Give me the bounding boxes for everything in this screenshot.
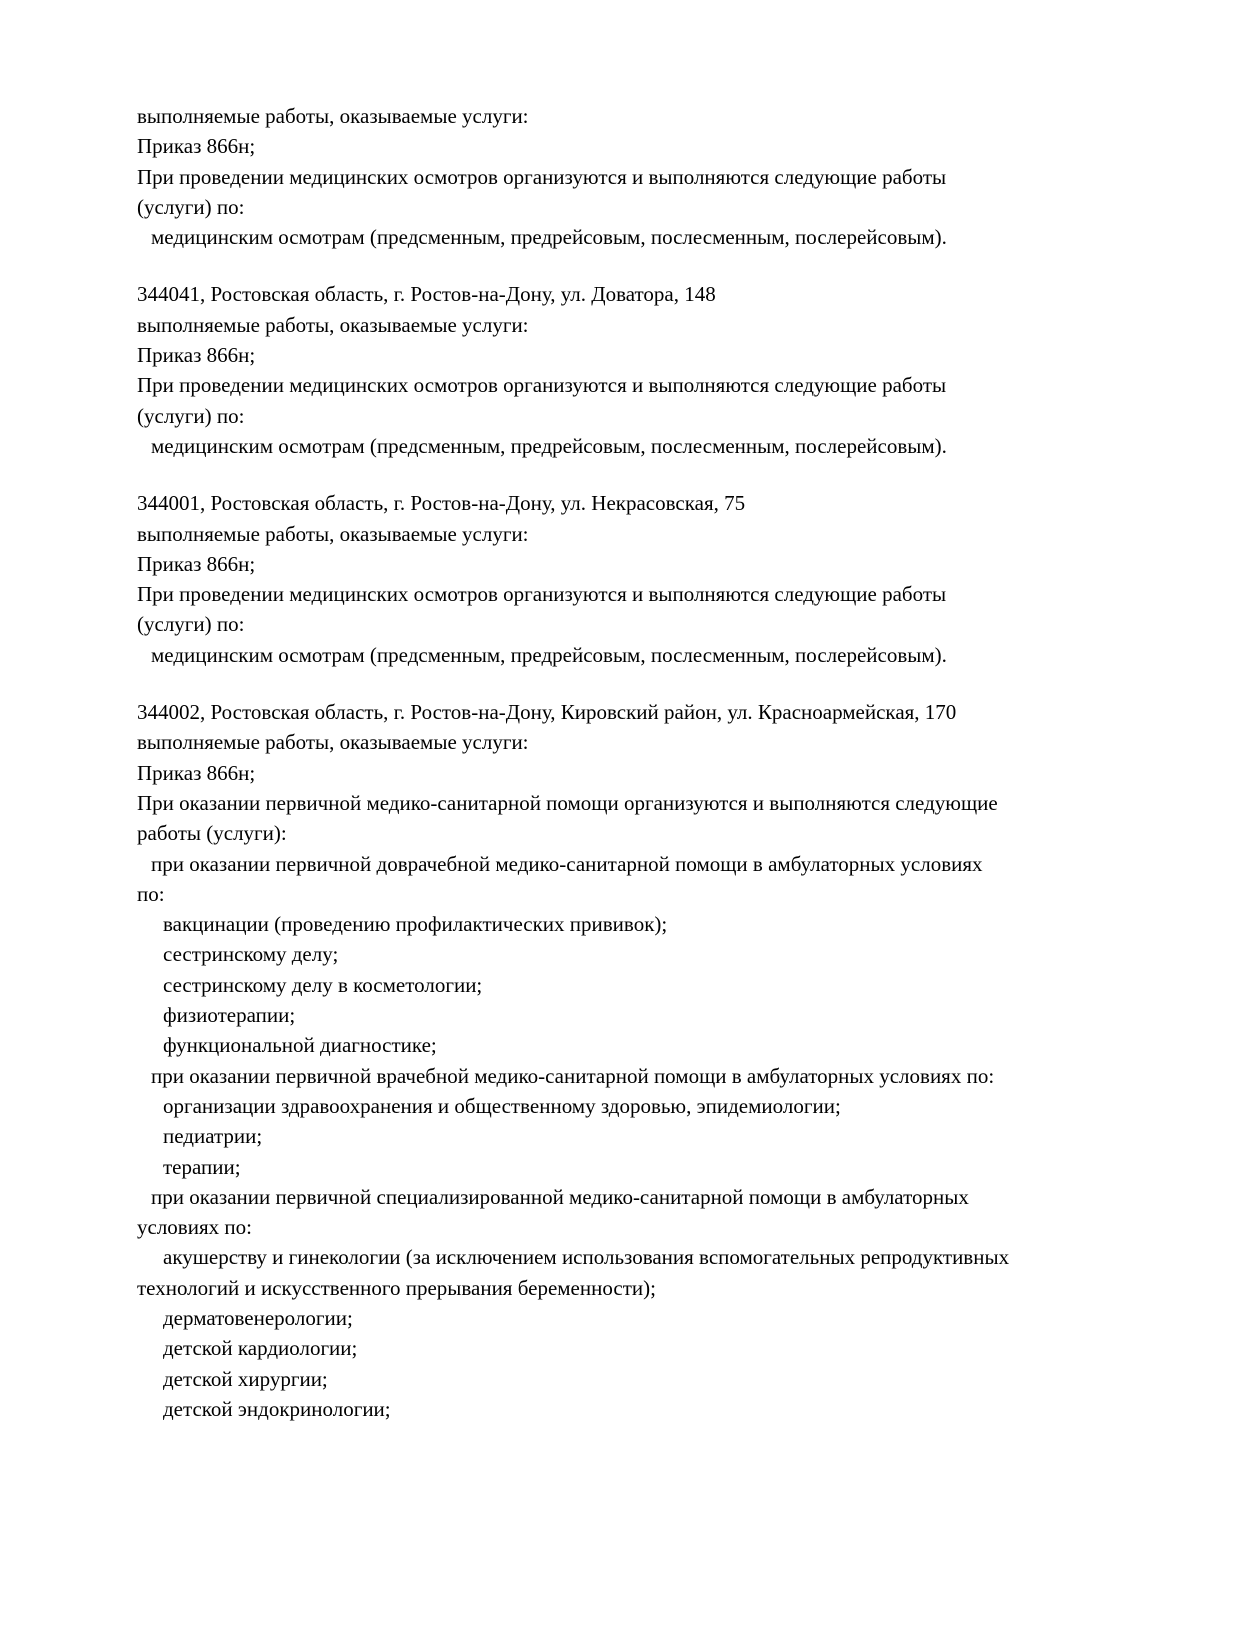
works-intro-line: При проведении медицинских осмотров организуются и выполняются следующие работы	[137, 582, 947, 607]
document-content	[137, 101, 1197, 1424]
address-line: 344002, Ростовская область, г. Ростов-на-Дону, Кировский район, ул. Красноармейская, 170	[137, 700, 957, 725]
works-intro-line: При проведении медицинских осмотров организуются и выполняются следующие работы	[137, 373, 947, 398]
works-services-label: выполняемые работы, оказываемые услуги:	[137, 312, 529, 337]
service-item: сестринскому делу в косметологии;	[163, 972, 483, 997]
service-item: терапии;	[163, 1154, 241, 1179]
section-continuation	[137, 101, 1197, 252]
works-intro-line: работы (услуги):	[137, 821, 287, 846]
service-item: функциональной диагностике;	[163, 1033, 437, 1058]
service-item: педиатрии;	[163, 1124, 263, 1149]
service-item: медицинским осмотрам (предсменным, предрейсовым, послесменным, послерейсовым).	[151, 642, 947, 667]
address-line: 344041, Ростовская область, г. Ростов-на-Дону, ул. Доватора, 148	[137, 282, 716, 307]
works-services-label: выполняемые работы, оказываемые услуги:	[137, 104, 529, 128]
works-services-label: выполняемые работы, оказываемые услуги:	[137, 521, 529, 546]
service-item: технологий и искусственного прерывания беременности);	[137, 1275, 656, 1300]
service-item: физиотерапии;	[163, 1003, 296, 1028]
service-item: акушерству и гинекологии (за исключением использования вспомогательных репродуктивных	[163, 1245, 1010, 1270]
order-label: Приказ 866н;	[137, 551, 256, 576]
service-item: детской хирургии;	[163, 1366, 328, 1391]
care-category-line: при оказании первичной врачебной медико-санитарной помощи в амбулаторных условиях по:	[151, 1063, 995, 1088]
order-label: Приказ 866н;	[137, 760, 256, 785]
works-intro-line: (услуги) по:	[137, 612, 245, 637]
care-category-line: при оказании первичной специализированной медико-санитарной помощи в амбулаторных	[151, 1184, 969, 1209]
section-dovatora-148	[137, 279, 1197, 461]
service-item: детской кардиологии;	[163, 1336, 358, 1361]
service-item: медицинским осмотрам (предсменным, предрейсовым, послесменным, послерейсовым).	[151, 433, 947, 458]
section-nekrasovskaya-75	[137, 488, 1197, 670]
service-item: медицинским осмотрам (предсменным, предрейсовым, послесменным, послерейсовым).	[151, 225, 947, 250]
works-intro-line: (услуги) по:	[137, 194, 245, 219]
works-intro-line: При проведении медицинских осмотров организуются и выполняются следующие работы	[137, 164, 947, 189]
works-services-label: выполняемые работы, оказываемые услуги:	[137, 730, 529, 755]
works-intro-line: (услуги) по:	[137, 403, 245, 428]
service-item: дерматовенерологии;	[163, 1305, 353, 1330]
order-label: Приказ 866н;	[137, 343, 256, 368]
section-krasnoarmeyskaya-170	[137, 697, 1197, 1424]
address-line: 344001, Ростовская область, г. Ростов-на-Дону, ул. Некрасовская, 75	[137, 491, 746, 516]
care-category-line: при оказании первичной доврачебной медико-санитарной помощи в амбулаторных условиях	[151, 851, 983, 876]
care-category-line: по:	[137, 881, 165, 906]
service-item: сестринскому делу;	[163, 942, 339, 967]
order-label: Приказ 866н;	[137, 134, 256, 159]
service-item: организации здравоохранения и общественному здоровью, эпидемиологии;	[163, 1093, 841, 1118]
works-intro-line: При оказании первичной медико-санитарной помощи организуются и выполняются следующие	[137, 790, 998, 815]
service-item: детской эндокринологии;	[163, 1396, 391, 1421]
service-item: вакцинации (проведению профилактических прививок);	[163, 912, 668, 937]
care-category-line: условиях по:	[137, 1215, 252, 1240]
